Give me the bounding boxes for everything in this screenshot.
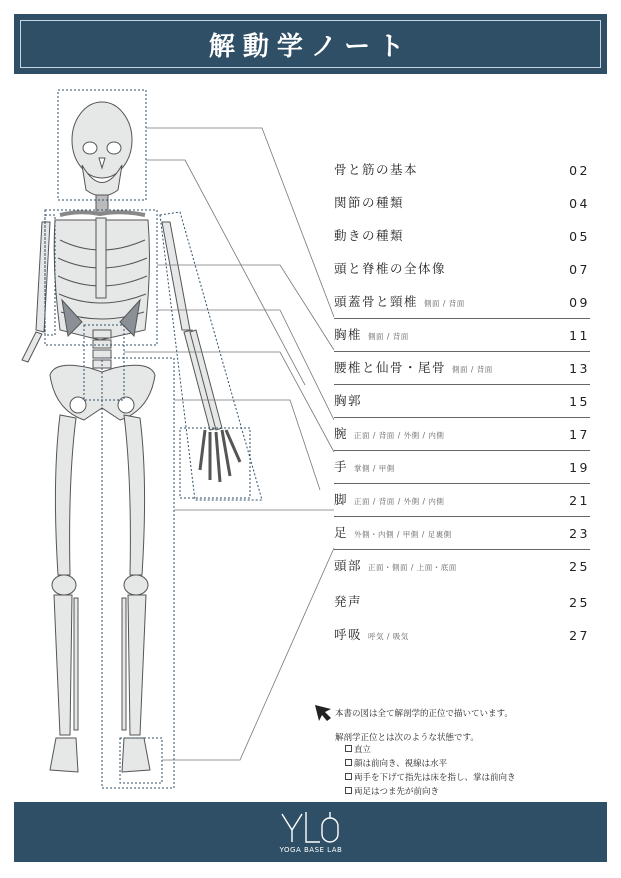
toc-row[interactable] — [334, 160, 590, 186]
footer-banner — [14, 802, 607, 862]
toc-page: 02 — [569, 163, 590, 178]
toc-title: 手掌側 / 甲側 — [334, 459, 395, 474]
toc-page: 13 — [569, 361, 590, 376]
toc-row[interactable] — [334, 292, 590, 319]
header-frame — [20, 20, 601, 68]
toc-page: 09 — [569, 295, 590, 310]
toc-page: 23 — [569, 526, 590, 541]
toc-title: 頭と脊椎の全体像 — [334, 261, 447, 276]
toc-title: 足外側・内側 / 甲側 / 足裏側 — [334, 525, 452, 540]
toc-title: 頭蓋骨と頸椎 側面 / 背面 — [334, 294, 465, 309]
toc-row[interactable] — [334, 259, 590, 285]
page-title: 解動学ノート — [208, 31, 413, 62]
logo-text: YOGA BASE LAB — [279, 846, 343, 854]
toc-row[interactable] — [334, 358, 590, 385]
note-item: 両手を下げて指先は床を指し、掌は前向き — [345, 771, 516, 785]
toc-title: 動きの種類 — [334, 228, 405, 243]
toc-row[interactable] — [334, 625, 590, 651]
toc-row[interactable] — [334, 424, 590, 451]
note-item: 直立 — [345, 743, 516, 757]
toc-row[interactable] — [334, 523, 590, 550]
toc-row[interactable] — [334, 193, 590, 219]
toc-title: 腰椎と仙骨・尾骨 側面 / 背面 — [334, 360, 493, 375]
toc-row[interactable] — [334, 556, 590, 582]
toc-page: 25 — [569, 595, 590, 610]
toc-page: 25 — [569, 559, 590, 574]
toc-title: 胸郭 — [334, 393, 363, 408]
ribcage — [54, 218, 149, 340]
toc-row[interactable] — [334, 325, 590, 352]
toc-title: 呼吸 呼気 / 吸気 — [334, 627, 409, 642]
toc-title: 腕正面 / 背面 / 外側 / 内側 — [334, 426, 445, 441]
toc-row[interactable] — [334, 490, 590, 517]
toc-row[interactable] — [334, 226, 590, 252]
header-banner — [14, 14, 607, 74]
toc-row[interactable] — [334, 592, 590, 618]
toc-title: 脚正面 / 背面 / 外側 / 内側 — [334, 492, 445, 507]
toc-title: 関節の種類 — [334, 195, 405, 210]
note-sub: 解剖学正位とは次のような状態です。 — [335, 733, 479, 743]
toc-row[interactable] — [334, 391, 590, 418]
toc-page: 07 — [569, 262, 590, 277]
skull — [72, 102, 132, 196]
logo-mark-icon — [276, 808, 346, 846]
toc-page: 21 — [569, 493, 590, 508]
note-main: 本書の図は全て解剖学的正位で描いています。 — [335, 709, 513, 719]
toc-title: 頭部 正面・側面 / 上面・底面 — [334, 558, 457, 573]
toc-page: 17 — [569, 427, 590, 442]
toc-page: 11 — [569, 328, 590, 343]
toc-title: 発声 — [334, 594, 363, 609]
toc-title: 胸椎 側面 / 背面 — [334, 327, 409, 342]
toc-page: 05 — [569, 229, 590, 244]
note-item: 両足はつま先が前向き — [345, 785, 516, 799]
toc-page: 19 — [569, 460, 590, 475]
legs — [50, 415, 150, 772]
pointer-arrow-icon — [315, 705, 331, 721]
toc-page: 04 — [569, 196, 590, 211]
note-item: 顔は前向き、視線は水平 — [345, 757, 516, 771]
toc-row[interactable] — [334, 457, 590, 484]
toc-page: 15 — [569, 394, 590, 409]
lumbar-spine — [93, 330, 111, 368]
toc-title: 骨と筋の基本 — [334, 162, 419, 177]
yoga-base-lab-logo — [276, 808, 346, 856]
note-list — [345, 743, 516, 799]
toc-page: 27 — [569, 628, 590, 643]
